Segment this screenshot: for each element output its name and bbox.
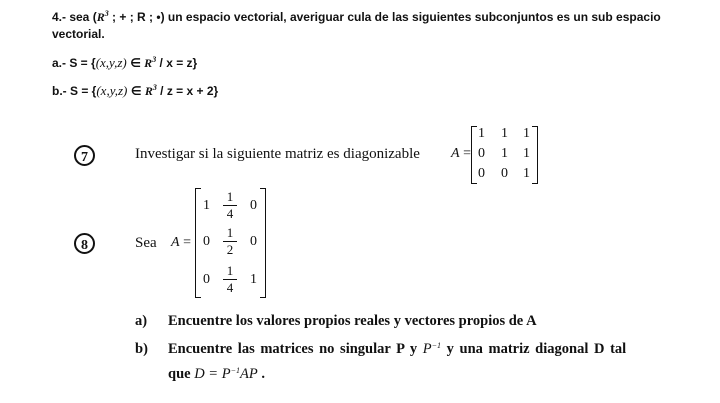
left-bracket <box>195 188 201 298</box>
matrix-cell: 0 <box>478 166 485 181</box>
right-bracket <box>532 126 538 184</box>
part-a-text: Encuentre los valores propios reales y vectores propios de A <box>168 313 537 329</box>
left-bracket <box>471 126 477 184</box>
right-bracket <box>260 188 266 298</box>
problem4-intro: 4.- sea ($R^3$ ; + ; R ; •) un espacio vectorial, averiguar cula de las siguientes subconjuntos es un sub espacio <box>52 9 661 24</box>
space-symbol: $R^3$ <box>96 9 109 24</box>
problem7-matrix-label: A = <box>451 146 471 161</box>
matrix-cell: 1 <box>501 126 508 141</box>
problem7-text: Investigar si la siguiente matriz es diagonizable <box>135 146 420 162</box>
subset-a: a.- S = {(x,y,z) ∈ $R^3 / x = z$} <box>52 55 198 70</box>
matrix-cell: 0 <box>478 146 485 161</box>
part-a-label: a) <box>135 313 148 329</box>
subset-b: b.- S = {(x,y,z) ∈ $R^3 / z = x + 2$} <box>52 83 219 98</box>
matrix-cell: 1 <box>250 272 257 287</box>
matrix-cell: 0 <box>501 166 508 181</box>
matrix-cell: 0 <box>203 272 210 287</box>
fraction: 1 2 <box>223 226 237 257</box>
problem8-matrix-label: A = <box>171 235 191 250</box>
matrix-cell: 0 <box>250 234 257 249</box>
problem7-number-badge: 7 <box>74 145 95 166</box>
part-b-text-line2: que $D = P^{-1}AP$ . <box>168 366 265 382</box>
matrix-cell: 1 <box>501 146 508 161</box>
problem7-matrix <box>471 126 538 184</box>
matrix-cell: 1 <box>203 198 210 213</box>
fraction: 1 4 <box>223 190 237 221</box>
part-b-label: b) <box>135 341 148 357</box>
matrix-cell: 1 <box>523 126 530 141</box>
problem8-matrix <box>195 188 266 298</box>
matrix-cell: 1 <box>478 126 485 141</box>
problem8-sea: Sea <box>135 235 157 251</box>
problem4-intro-line2: vectorial. <box>52 27 105 41</box>
matrix-cell: 1 <box>523 146 530 161</box>
part-b-text: Encuentre las matrices no singular P y $P^{-1}$ y una matriz diagonal D tal <box>168 341 627 357</box>
matrix-cell: 1 <box>523 166 530 181</box>
problem8-number-badge: 8 <box>74 233 95 254</box>
matrix-cell: 0 <box>203 234 210 249</box>
matrix-cell: 0 <box>250 198 257 213</box>
fraction: 1 4 <box>223 264 237 295</box>
